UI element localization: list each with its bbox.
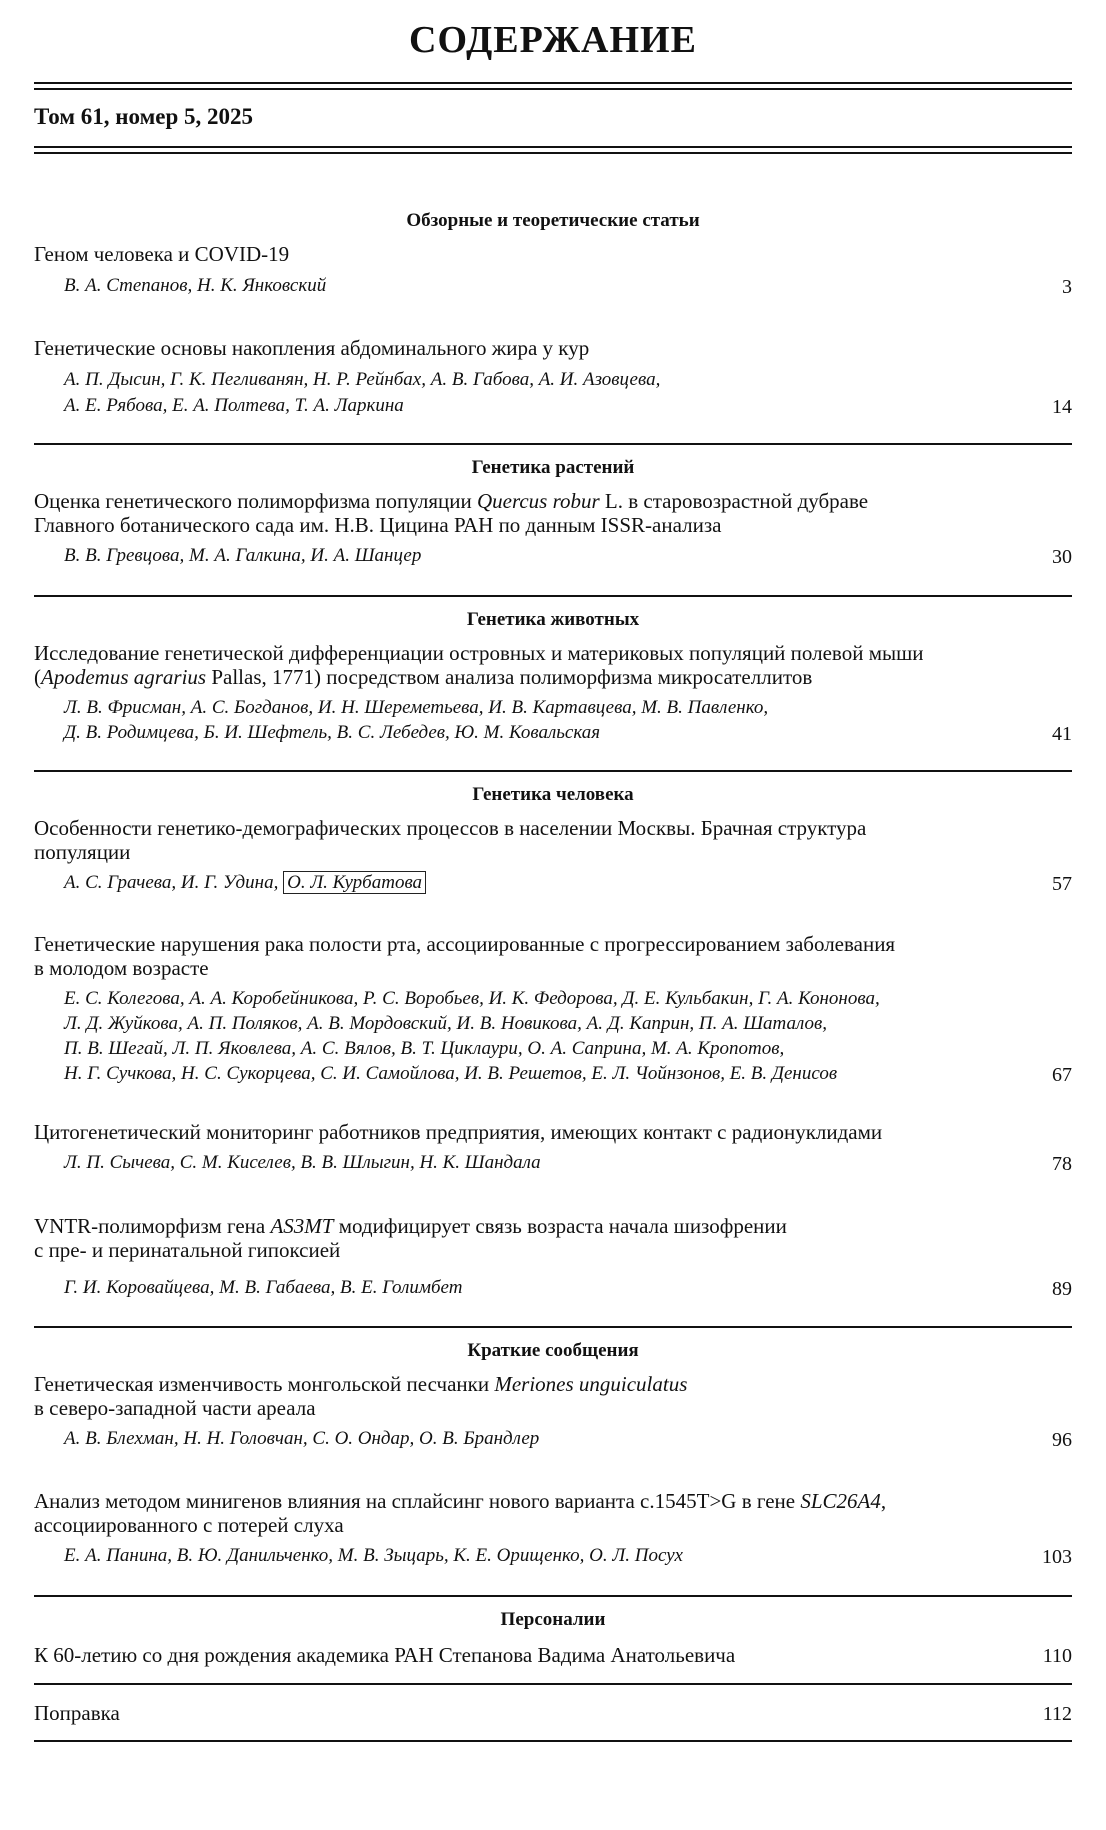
article-authors: А. С. Грачева, И. Г. Удина, О. Л. Курбатова xyxy=(64,873,426,892)
article-authors: Н. Г. Сучкова, Н. С. Сукорцева, С. И. Самойлова, И. В. Решетов, Е. Л. Чойнзонов, Е. В. Денисов xyxy=(64,1063,838,1084)
article-authors: А. В. Блехман, Н. Н. Головчан, С. О. Ондар, О. В. Брандлер xyxy=(64,1428,540,1449)
section-heading-short: Краткие сообщения xyxy=(467,1340,639,1361)
page-number: 57 xyxy=(1052,873,1072,895)
page-number: 78 xyxy=(1052,1153,1072,1175)
page-number: 112 xyxy=(1042,1703,1072,1725)
page-number: 41 xyxy=(1052,723,1072,745)
article-authors: Е. С. Колегова, А. А. Коробейникова, Р. С. Воробьев, И. К. Федорова, Д. Е. Кульбакин, Г. А. Кононова, xyxy=(64,988,880,1009)
page-number: 30 xyxy=(1052,546,1072,568)
article-authors: Е. А. Панина, В. Ю. Данильченко, М. В. Зыцарь, К. Е. Орищенко, О. Л. Посух xyxy=(64,1545,683,1566)
divider xyxy=(34,1683,1072,1685)
article-title[interactable]: Цитогенетический мониторинг работников предприятия, имеющих контакт с радионуклидами xyxy=(34,1120,883,1144)
article-title[interactable]: Анализ методом минигенов влияния на сплайсинг нового варианта c.1545T>G в гене SLC26A4, xyxy=(34,1489,887,1513)
section-heading-persons: Персоналии xyxy=(500,1609,606,1630)
article-title[interactable]: Особенности генетико-демографических процессов в населении Москвы. Брачная структура xyxy=(34,816,867,840)
boxed-author: О. Л. Курбатова xyxy=(283,871,426,894)
divider xyxy=(34,146,1072,148)
divider xyxy=(34,88,1072,90)
page-number: 110 xyxy=(1042,1645,1072,1667)
section-heading-animal: Генетика животных xyxy=(466,609,640,630)
article-title[interactable]: ассоциированного с потерей слуха xyxy=(34,1513,344,1537)
page-number: 14 xyxy=(1052,396,1072,418)
page-number: 96 xyxy=(1052,1429,1072,1451)
article-authors: Г. И. Коровайцева, М. В. Габаева, В. Е. Голимбет xyxy=(64,1277,463,1298)
article-title[interactable]: Оценка генетического полиморфизма популяции Quercus robur L. в старовозрастной дубраве xyxy=(34,489,869,513)
section-heading-plant: Генетика растений xyxy=(471,457,635,478)
article-title[interactable]: Геном человека и COVID-19 xyxy=(34,242,290,266)
article-authors: Л. В. Фрисман, А. С. Богданов, И. Н. Шереметьева, И. В. Картавцева, М. В. Павленко, xyxy=(64,697,769,718)
divider xyxy=(34,152,1072,154)
article-authors: А. П. Дысин, Г. К. Пегливанян, Н. Р. Рейнбах, А. В. Габова, А. И. Азовцева, xyxy=(64,369,661,390)
article-title[interactable]: с пре- и перинатальной гипоксией xyxy=(34,1238,341,1262)
divider xyxy=(34,443,1072,445)
article-title[interactable]: в молодом возрасте xyxy=(34,956,209,980)
article-authors: А. Е. Рябова, Е. А. Полтева, Т. А. Ларкина xyxy=(64,395,404,416)
article-title[interactable]: Поправка xyxy=(34,1701,120,1725)
article-title[interactable]: VNTR-полиморфизм гена AS3MT модифицирует связь возраста начала шизофрении xyxy=(34,1214,787,1238)
article-title[interactable]: популяции xyxy=(34,840,131,864)
article-title[interactable]: Генетические основы накопления абдоминального жира у кур xyxy=(34,336,590,360)
article-title[interactable]: Генетическая изменчивость монгольской песчанки Meriones unguiculatus xyxy=(34,1372,688,1396)
page-title: СОДЕРЖАНИЕ xyxy=(409,19,697,61)
volume-info: Том 61, номер 5, 2025 xyxy=(34,104,254,129)
article-title[interactable]: в северо-западной части ареала xyxy=(34,1396,316,1420)
page-number: 67 xyxy=(1052,1064,1072,1086)
page-number: 89 xyxy=(1052,1278,1072,1300)
divider xyxy=(34,1326,1072,1328)
article-title[interactable]: Генетические нарушения рака полости рта, ассоциированные с прогрессированием заболевания xyxy=(34,932,896,956)
article-authors: Л. П. Сычева, С. М. Киселев, В. В. Шлыгин, Н. К. Шандала xyxy=(64,1152,541,1173)
divider xyxy=(34,1595,1072,1597)
section-heading-reviews: Обзорные и теоретические статьи xyxy=(406,210,700,231)
page-number: 103 xyxy=(1042,1546,1072,1568)
article-authors: П. В. Шегай, Л. П. Яковлева, А. С. Вялов, В. Т. Циклаури, О. А. Саприна, М. А. Кропотов, xyxy=(64,1038,785,1059)
divider xyxy=(34,770,1072,772)
page-number: 3 xyxy=(1062,276,1072,298)
article-title[interactable]: К 60-летию со дня рождения академика РАН Степанова Вадима Анатольевича xyxy=(34,1643,736,1667)
article-title[interactable]: (Apodemus agrarius Pallas, 1771) посредством анализа полиморфизма микросателлитов xyxy=(34,665,813,689)
section-heading-human: Генетика человека xyxy=(472,784,634,805)
article-title[interactable]: Главного ботанического сада им. Н.В. Цицина РАН по данным ISSR-анализа xyxy=(34,513,722,537)
article-authors: В. А. Степанов, Н. К. Янковский xyxy=(64,275,327,296)
divider xyxy=(34,82,1072,84)
article-authors: В. В. Гревцова, М. А. Галкина, И. А. Шанцер xyxy=(64,545,422,566)
article-authors: Л. Д. Жуйкова, А. П. Поляков, А. В. Мордовский, И. В. Новикова, А. Д. Каприн, П. А. Шаталов, xyxy=(64,1013,827,1034)
divider xyxy=(34,1740,1072,1742)
article-title[interactable]: Исследование генетической дифференциации островных и материковых популяций полевой мыши xyxy=(34,641,924,665)
divider xyxy=(34,595,1072,597)
article-authors: Д. В. Родимцева, Б. И. Шефтель, В. С. Лебедев, Ю. М. Ковальская xyxy=(64,722,601,743)
